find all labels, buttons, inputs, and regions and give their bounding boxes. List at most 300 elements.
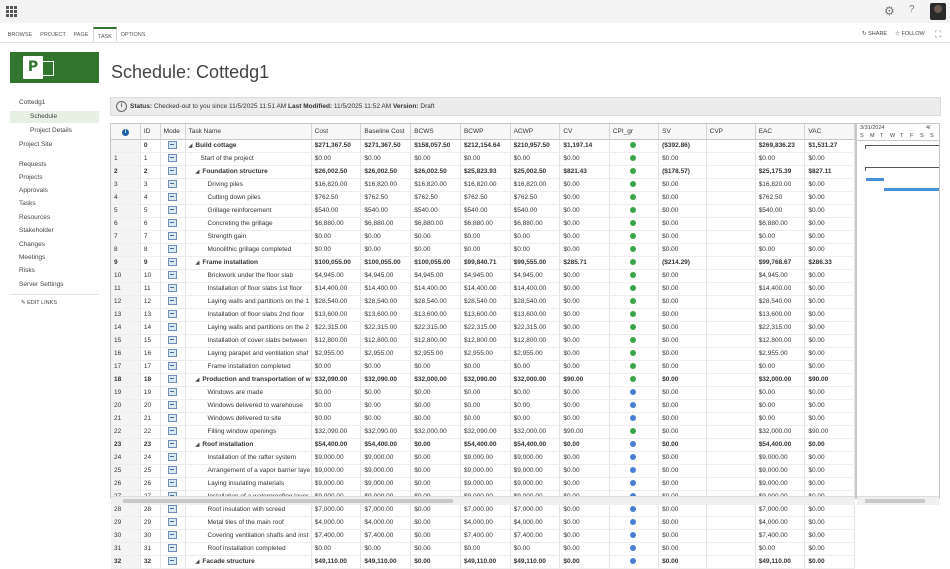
cvp-cell[interactable]	[706, 231, 755, 244]
focus-mode-icon[interactable]: ⛶	[935, 29, 942, 39]
acwp-cell[interactable]: $0.00	[510, 400, 560, 413]
cvp-cell[interactable]	[706, 374, 755, 387]
cpi-gr-cell[interactable]	[609, 140, 658, 153]
table-row[interactable]	[111, 231, 855, 244]
column-header-acwp[interactable]: ACWP	[510, 124, 560, 140]
collapse-arrow-icon[interactable]: ◢	[195, 377, 200, 383]
row-number-cell[interactable]: 29	[111, 517, 140, 530]
vac-cell[interactable]: $0.00	[805, 465, 855, 478]
vac-cell[interactable]: $0.00	[805, 517, 855, 530]
nav-item-stakeholder[interactable]: Stakeholder	[19, 227, 54, 234]
acwp-cell[interactable]: $99,555.00	[510, 257, 560, 270]
cvp-cell[interactable]	[706, 140, 755, 153]
acwp-cell[interactable]: $14,400.00	[510, 283, 560, 296]
baseline-cost-cell[interactable]: $26,002.50	[361, 166, 411, 179]
cv-cell[interactable]: $1,197.14	[560, 140, 609, 153]
bcwp-cell[interactable]: $7,000.00	[460, 504, 510, 517]
sv-cell[interactable]: $0.00	[659, 192, 707, 205]
row-number-cell[interactable]: 11	[111, 283, 140, 296]
task-name-cell[interactable]	[185, 361, 311, 374]
collapse-arrow-icon[interactable]: ◢	[188, 143, 193, 149]
acwp-cell[interactable]: $762.50	[510, 192, 560, 205]
id-cell[interactable]: 32	[140, 556, 160, 569]
acwp-cell[interactable]: $7,000.00	[510, 504, 560, 517]
baseline-cost-cell[interactable]: $0.00	[361, 153, 411, 166]
table-row[interactable]	[111, 192, 855, 205]
bcws-cell[interactable]: $0.00	[411, 543, 461, 556]
cvp-cell[interactable]	[706, 322, 755, 335]
task-name-cell[interactable]	[185, 452, 311, 465]
task-name-cell[interactable]	[185, 166, 311, 179]
nav-item-meetings[interactable]: Meetings	[19, 254, 46, 261]
follow-button[interactable]	[895, 31, 925, 37]
cvp-cell[interactable]	[706, 400, 755, 413]
indicator-column-header[interactable]	[111, 124, 140, 140]
sv-cell[interactable]: $0.00	[659, 543, 707, 556]
baseline-cost-cell[interactable]: $32,090.00	[361, 374, 411, 387]
task-name-cell[interactable]	[185, 283, 311, 296]
acwp-cell[interactable]: $16,820.00	[510, 179, 560, 192]
cost-cell[interactable]: $0.00	[311, 361, 361, 374]
sv-cell[interactable]: $0.00	[659, 556, 707, 569]
edit-links-button[interactable]	[21, 300, 57, 306]
sv-cell[interactable]: $0.00	[659, 361, 707, 374]
baseline-cost-cell[interactable]: $100,055.00	[361, 257, 411, 270]
bcws-cell[interactable]: $14,400.00	[411, 283, 461, 296]
mode-cell[interactable]	[160, 244, 185, 257]
vac-cell[interactable]: $0.00	[805, 218, 855, 231]
vac-cell[interactable]: $0.00	[805, 309, 855, 322]
acwp-cell[interactable]: $54,400.00	[510, 439, 560, 452]
row-number-cell[interactable]: 16	[111, 348, 140, 361]
cost-cell[interactable]: $9,000.00	[311, 478, 361, 491]
bcws-cell[interactable]: $0.00	[411, 413, 461, 426]
row-number-cell[interactable]: 4	[111, 192, 140, 205]
eac-cell[interactable]: $0.00	[755, 543, 805, 556]
row-number-cell[interactable]: 19	[111, 387, 140, 400]
bcws-cell[interactable]: $158,057.50	[411, 140, 461, 153]
help-icon[interactable]: ?	[909, 4, 915, 15]
baseline-cost-cell[interactable]: $4,945.00	[361, 270, 411, 283]
vac-cell[interactable]: $0.00	[805, 361, 855, 374]
eac-cell[interactable]: $12,800.00	[755, 335, 805, 348]
baseline-cost-cell[interactable]: $54,400.00	[361, 439, 411, 452]
acwp-cell[interactable]: $7,400.00	[510, 530, 560, 543]
cv-cell[interactable]: $821.43	[560, 166, 609, 179]
cost-cell[interactable]: $762.50	[311, 192, 361, 205]
cv-cell[interactable]: $0.00	[560, 517, 609, 530]
task-name-cell[interactable]	[185, 244, 311, 257]
mode-cell[interactable]	[160, 348, 185, 361]
row-number-cell[interactable]: 22	[111, 426, 140, 439]
cost-cell[interactable]: $540.00	[311, 205, 361, 218]
sv-cell[interactable]: $0.00	[659, 153, 707, 166]
mode-cell[interactable]	[160, 257, 185, 270]
baseline-cost-cell[interactable]: $762.50	[361, 192, 411, 205]
cv-cell[interactable]: $0.00	[560, 244, 609, 257]
acwp-cell[interactable]: $49,110.00	[510, 556, 560, 569]
sv-cell[interactable]: $0.00	[659, 179, 707, 192]
eac-cell[interactable]: $0.00	[755, 387, 805, 400]
id-cell[interactable]: 26	[140, 478, 160, 491]
id-cell[interactable]: 21	[140, 413, 160, 426]
cv-cell[interactable]: $0.00	[560, 296, 609, 309]
task-name-cell[interactable]	[185, 478, 311, 491]
id-cell[interactable]: 2	[140, 166, 160, 179]
cpi-gr-cell[interactable]	[609, 478, 658, 491]
cvp-cell[interactable]	[706, 192, 755, 205]
cost-cell[interactable]: $28,540.00	[311, 296, 361, 309]
nav-item-projects[interactable]: Projects	[19, 174, 43, 181]
vac-cell[interactable]: $0.00	[805, 452, 855, 465]
cost-cell[interactable]: $4,945.00	[311, 270, 361, 283]
task-name-cell[interactable]	[185, 465, 311, 478]
column-header-task-name[interactable]: Task Name	[185, 124, 311, 140]
bcwp-cell[interactable]: $54,400.00	[460, 439, 510, 452]
gantt-task-bar[interactable]	[866, 178, 884, 181]
id-cell[interactable]: 9	[140, 257, 160, 270]
id-cell[interactable]: 17	[140, 361, 160, 374]
row-number-cell[interactable]	[111, 140, 140, 153]
eac-cell[interactable]: $9,000.00	[755, 478, 805, 491]
cpi-gr-cell[interactable]	[609, 426, 658, 439]
baseline-cost-cell[interactable]: $9,000.00	[361, 452, 411, 465]
baseline-cost-cell[interactable]: $0.00	[361, 400, 411, 413]
acwp-cell[interactable]: $28,540.00	[510, 296, 560, 309]
task-name-cell[interactable]	[185, 309, 311, 322]
id-cell[interactable]: 30	[140, 530, 160, 543]
bcwp-cell[interactable]: $14,400.00	[460, 283, 510, 296]
bcwp-cell[interactable]: $4,000.00	[460, 517, 510, 530]
task-name-cell[interactable]	[185, 348, 311, 361]
bcwp-cell[interactable]: $762.50	[460, 192, 510, 205]
mode-cell[interactable]	[160, 309, 185, 322]
cpi-gr-cell[interactable]	[609, 400, 658, 413]
bcwp-cell[interactable]: $9,000.00	[460, 478, 510, 491]
sv-cell[interactable]: $0.00	[659, 439, 707, 452]
id-cell[interactable]: 20	[140, 400, 160, 413]
acwp-cell[interactable]: $9,000.00	[510, 478, 560, 491]
tab-project[interactable]: PROJECT	[40, 32, 66, 38]
cost-cell[interactable]: $0.00	[311, 387, 361, 400]
mode-cell[interactable]	[160, 413, 185, 426]
mode-cell[interactable]	[160, 478, 185, 491]
acwp-cell[interactable]: $0.00	[510, 543, 560, 556]
vac-cell[interactable]: $90.00	[805, 374, 855, 387]
cost-cell[interactable]: $7,400.00	[311, 530, 361, 543]
row-number-cell[interactable]: 18	[111, 374, 140, 387]
cost-cell[interactable]: $0.00	[311, 244, 361, 257]
bcws-cell[interactable]: $0.00	[411, 504, 461, 517]
cost-cell[interactable]: $22,315.00	[311, 322, 361, 335]
task-name-cell[interactable]	[185, 530, 311, 543]
acwp-cell[interactable]: $4,945.00	[510, 270, 560, 283]
tab-task[interactable]: TASK	[93, 27, 117, 42]
mode-cell[interactable]	[160, 543, 185, 556]
column-header-baseline-cost[interactable]: Baseline Cost	[361, 124, 411, 140]
column-header-bcws[interactable]: BCWS	[411, 124, 461, 140]
sv-cell[interactable]: $0.00	[659, 348, 707, 361]
bcwp-cell[interactable]: $9,000.00	[460, 465, 510, 478]
table-row[interactable]	[111, 504, 855, 517]
bcws-cell[interactable]: $28,540.00	[411, 296, 461, 309]
eac-cell[interactable]: $0.00	[755, 244, 805, 257]
id-cell[interactable]: 8	[140, 244, 160, 257]
cvp-cell[interactable]	[706, 387, 755, 400]
gantt-horizontal-scrollbar[interactable]	[857, 496, 939, 505]
gear-icon[interactable]: ⚙	[884, 4, 895, 18]
cost-cell[interactable]: $100,055.00	[311, 257, 361, 270]
acwp-cell[interactable]: $9,000.00	[510, 465, 560, 478]
id-cell[interactable]: 6	[140, 218, 160, 231]
cost-cell[interactable]: $13,600.00	[311, 309, 361, 322]
eac-cell[interactable]: $6,880.00	[755, 218, 805, 231]
eac-cell[interactable]: $0.00	[755, 231, 805, 244]
vac-cell[interactable]: $1,531.27	[805, 140, 855, 153]
table-row[interactable]	[111, 413, 855, 426]
eac-cell[interactable]: $54,400.00	[755, 439, 805, 452]
bcws-cell[interactable]: $0.00	[411, 530, 461, 543]
row-number-cell[interactable]: 5	[111, 205, 140, 218]
row-number-cell[interactable]: 13	[111, 309, 140, 322]
baseline-cost-cell[interactable]: $22,315.00	[361, 322, 411, 335]
cv-cell[interactable]: $0.00	[560, 387, 609, 400]
column-header-id[interactable]: ID	[140, 124, 160, 140]
id-cell[interactable]: 24	[140, 452, 160, 465]
cvp-cell[interactable]	[706, 556, 755, 569]
nav-item-approvals[interactable]: Approvals	[19, 187, 48, 194]
task-name-cell[interactable]	[185, 192, 311, 205]
collapse-arrow-icon[interactable]: ◢	[195, 559, 200, 565]
row-number-cell[interactable]: 9	[111, 257, 140, 270]
gantt-chart[interactable]	[856, 123, 940, 499]
id-cell[interactable]: 0	[140, 140, 160, 153]
cv-cell[interactable]: $0.00	[560, 283, 609, 296]
task-name-cell[interactable]	[185, 400, 311, 413]
eac-cell[interactable]: $32,000.00	[755, 426, 805, 439]
row-number-cell[interactable]: 25	[111, 465, 140, 478]
eac-cell[interactable]: $2,955.00	[755, 348, 805, 361]
row-number-cell[interactable]: 17	[111, 361, 140, 374]
baseline-cost-cell[interactable]: $0.00	[361, 543, 411, 556]
table-row[interactable]	[111, 530, 855, 543]
id-cell[interactable]: 12	[140, 296, 160, 309]
id-cell[interactable]: 18	[140, 374, 160, 387]
table-row[interactable]	[111, 166, 855, 179]
cvp-cell[interactable]	[706, 478, 755, 491]
acwp-cell[interactable]: $32,000.00	[510, 426, 560, 439]
bcws-cell[interactable]: $0.00	[411, 244, 461, 257]
cv-cell[interactable]: $0.00	[560, 361, 609, 374]
bcws-cell[interactable]: $32,000.00	[411, 426, 461, 439]
cpi-gr-cell[interactable]	[609, 556, 658, 569]
row-number-cell[interactable]: 6	[111, 218, 140, 231]
eac-cell[interactable]: $32,000.00	[755, 374, 805, 387]
vac-cell[interactable]: $0.00	[805, 504, 855, 517]
cv-cell[interactable]: $0.00	[560, 335, 609, 348]
bcwp-cell[interactable]: $2,955.00	[460, 348, 510, 361]
sv-cell[interactable]: $0.00	[659, 283, 707, 296]
eac-cell[interactable]: $16,820.00	[755, 179, 805, 192]
baseline-cost-cell[interactable]: $9,000.00	[361, 465, 411, 478]
cvp-cell[interactable]	[706, 504, 755, 517]
vac-cell[interactable]: $0.00	[805, 231, 855, 244]
id-cell[interactable]: 25	[140, 465, 160, 478]
vac-cell[interactable]: $0.00	[805, 400, 855, 413]
eac-cell[interactable]: $540.00	[755, 205, 805, 218]
mode-cell[interactable]	[160, 400, 185, 413]
app-launcher-icon[interactable]	[6, 6, 17, 17]
id-cell[interactable]: 16	[140, 348, 160, 361]
cv-cell[interactable]: $0.00	[560, 413, 609, 426]
id-cell[interactable]: 7	[140, 231, 160, 244]
bcwp-cell[interactable]: $9,000.00	[460, 452, 510, 465]
cpi-gr-cell[interactable]	[609, 543, 658, 556]
cpi-gr-cell[interactable]	[609, 231, 658, 244]
cpi-gr-cell[interactable]	[609, 296, 658, 309]
id-cell[interactable]: 29	[140, 517, 160, 530]
row-number-cell[interactable]: 7	[111, 231, 140, 244]
baseline-cost-cell[interactable]: $7,400.00	[361, 530, 411, 543]
acwp-cell[interactable]: $9,000.00	[510, 452, 560, 465]
row-number-cell[interactable]: 3	[111, 179, 140, 192]
sv-cell[interactable]: $0.00	[659, 270, 707, 283]
user-avatar[interactable]	[930, 3, 946, 20]
bcws-cell[interactable]: $0.00	[411, 517, 461, 530]
bcwp-cell[interactable]: $32,090.00	[460, 426, 510, 439]
vac-cell[interactable]: $827.11	[805, 166, 855, 179]
mode-cell[interactable]	[160, 192, 185, 205]
baseline-cost-cell[interactable]: $6,880.00	[361, 218, 411, 231]
vac-cell[interactable]: $0.00	[805, 439, 855, 452]
column-header-cv[interactable]: CV	[560, 124, 609, 140]
baseline-cost-cell[interactable]: $0.00	[361, 413, 411, 426]
vac-cell[interactable]: $0.00	[805, 322, 855, 335]
mode-cell[interactable]	[160, 452, 185, 465]
cv-cell[interactable]: $90.00	[560, 374, 609, 387]
cpi-gr-cell[interactable]	[609, 270, 658, 283]
collapse-arrow-icon[interactable]: ◢	[195, 169, 200, 175]
cpi-gr-cell[interactable]	[609, 283, 658, 296]
baseline-cost-cell[interactable]: $0.00	[361, 387, 411, 400]
bcwp-cell[interactable]: $28,540.00	[460, 296, 510, 309]
cvp-cell[interactable]	[706, 218, 755, 231]
cpi-gr-cell[interactable]	[609, 322, 658, 335]
mode-cell[interactable]	[160, 179, 185, 192]
cpi-gr-cell[interactable]	[609, 361, 658, 374]
cpi-gr-cell[interactable]	[609, 153, 658, 166]
cost-cell[interactable]: $271,367.50	[311, 140, 361, 153]
bcws-cell[interactable]: $2,955.00	[411, 348, 461, 361]
id-cell[interactable]: 28	[140, 504, 160, 517]
sv-cell[interactable]: $0.00	[659, 231, 707, 244]
bcwp-cell[interactable]: $0.00	[460, 361, 510, 374]
task-name-cell[interactable]	[185, 335, 311, 348]
task-name-cell[interactable]	[185, 556, 311, 569]
cvp-cell[interactable]	[706, 361, 755, 374]
acwp-cell[interactable]: $0.00	[510, 387, 560, 400]
bcws-cell[interactable]: $6,880.00	[411, 218, 461, 231]
baseline-cost-cell[interactable]: $271,367.50	[361, 140, 411, 153]
bcwp-cell[interactable]: $0.00	[460, 244, 510, 257]
cvp-cell[interactable]	[706, 166, 755, 179]
mode-cell[interactable]	[160, 153, 185, 166]
cost-cell[interactable]: $6,880.00	[311, 218, 361, 231]
bcwp-cell[interactable]: $16,820.00	[460, 179, 510, 192]
mode-cell[interactable]	[160, 465, 185, 478]
id-cell[interactable]: 23	[140, 439, 160, 452]
cv-cell[interactable]: $285.71	[560, 257, 609, 270]
cpi-gr-cell[interactable]	[609, 244, 658, 257]
bcwp-cell[interactable]: $4,945.00	[460, 270, 510, 283]
acwp-cell[interactable]: $0.00	[510, 231, 560, 244]
task-name-cell[interactable]	[185, 218, 311, 231]
column-header-cost[interactable]: Cost	[311, 124, 361, 140]
bcws-cell[interactable]: $22,315.00	[411, 322, 461, 335]
cv-cell[interactable]: $0.00	[560, 231, 609, 244]
table-row[interactable]	[111, 374, 855, 387]
acwp-cell[interactable]: $25,002.50	[510, 166, 560, 179]
grid-horizontal-scrollbar[interactable]	[111, 496, 855, 505]
cpi-gr-cell[interactable]	[609, 387, 658, 400]
task-name-cell[interactable]	[185, 374, 311, 387]
column-header-cvp[interactable]: CVP	[706, 124, 755, 140]
id-cell[interactable]: 1	[140, 153, 160, 166]
cost-cell[interactable]: $9,000.00	[311, 465, 361, 478]
sv-cell[interactable]: $0.00	[659, 517, 707, 530]
bcwp-cell[interactable]: $0.00	[460, 231, 510, 244]
row-number-cell[interactable]: 30	[111, 530, 140, 543]
baseline-cost-cell[interactable]: $7,000.00	[361, 504, 411, 517]
share-button[interactable]	[862, 31, 887, 37]
cost-cell[interactable]: $0.00	[311, 413, 361, 426]
id-cell[interactable]: 13	[140, 309, 160, 322]
mode-cell[interactable]	[160, 556, 185, 569]
sv-cell[interactable]: $0.00	[659, 478, 707, 491]
id-cell[interactable]: 14	[140, 322, 160, 335]
cpi-gr-cell[interactable]	[609, 348, 658, 361]
cost-cell[interactable]: $4,000.00	[311, 517, 361, 530]
table-row[interactable]	[111, 153, 855, 166]
cost-cell[interactable]: $0.00	[311, 543, 361, 556]
sv-cell[interactable]: $0.00	[659, 296, 707, 309]
bcws-cell[interactable]: $0.00	[411, 153, 461, 166]
task-name-cell[interactable]	[185, 296, 311, 309]
bcws-cell[interactable]: $0.00	[411, 465, 461, 478]
bcws-cell[interactable]: $100,055.00	[411, 257, 461, 270]
sv-cell[interactable]: $0.00	[659, 413, 707, 426]
cpi-gr-cell[interactable]	[609, 166, 658, 179]
nav-item-project-details[interactable]: Project Details	[30, 127, 72, 134]
baseline-cost-cell[interactable]: $0.00	[361, 231, 411, 244]
mode-cell[interactable]	[160, 270, 185, 283]
baseline-cost-cell[interactable]: $540.00	[361, 205, 411, 218]
cpi-gr-cell[interactable]	[609, 335, 658, 348]
cpi-gr-cell[interactable]	[609, 374, 658, 387]
cv-cell[interactable]: $0.00	[560, 218, 609, 231]
cpi-gr-cell[interactable]	[609, 205, 658, 218]
scrollbar-thumb[interactable]	[123, 499, 453, 503]
baseline-cost-cell[interactable]: $28,540.00	[361, 296, 411, 309]
id-cell[interactable]: 19	[140, 387, 160, 400]
vac-cell[interactable]: $0.00	[805, 348, 855, 361]
bcws-cell[interactable]: $0.00	[411, 361, 461, 374]
tab-page[interactable]: PAGE	[73, 32, 89, 38]
collapse-arrow-icon[interactable]: ◢	[195, 260, 200, 266]
vac-cell[interactable]: $90.00	[805, 426, 855, 439]
cvp-cell[interactable]	[706, 153, 755, 166]
bcws-cell[interactable]: $0.00	[411, 439, 461, 452]
